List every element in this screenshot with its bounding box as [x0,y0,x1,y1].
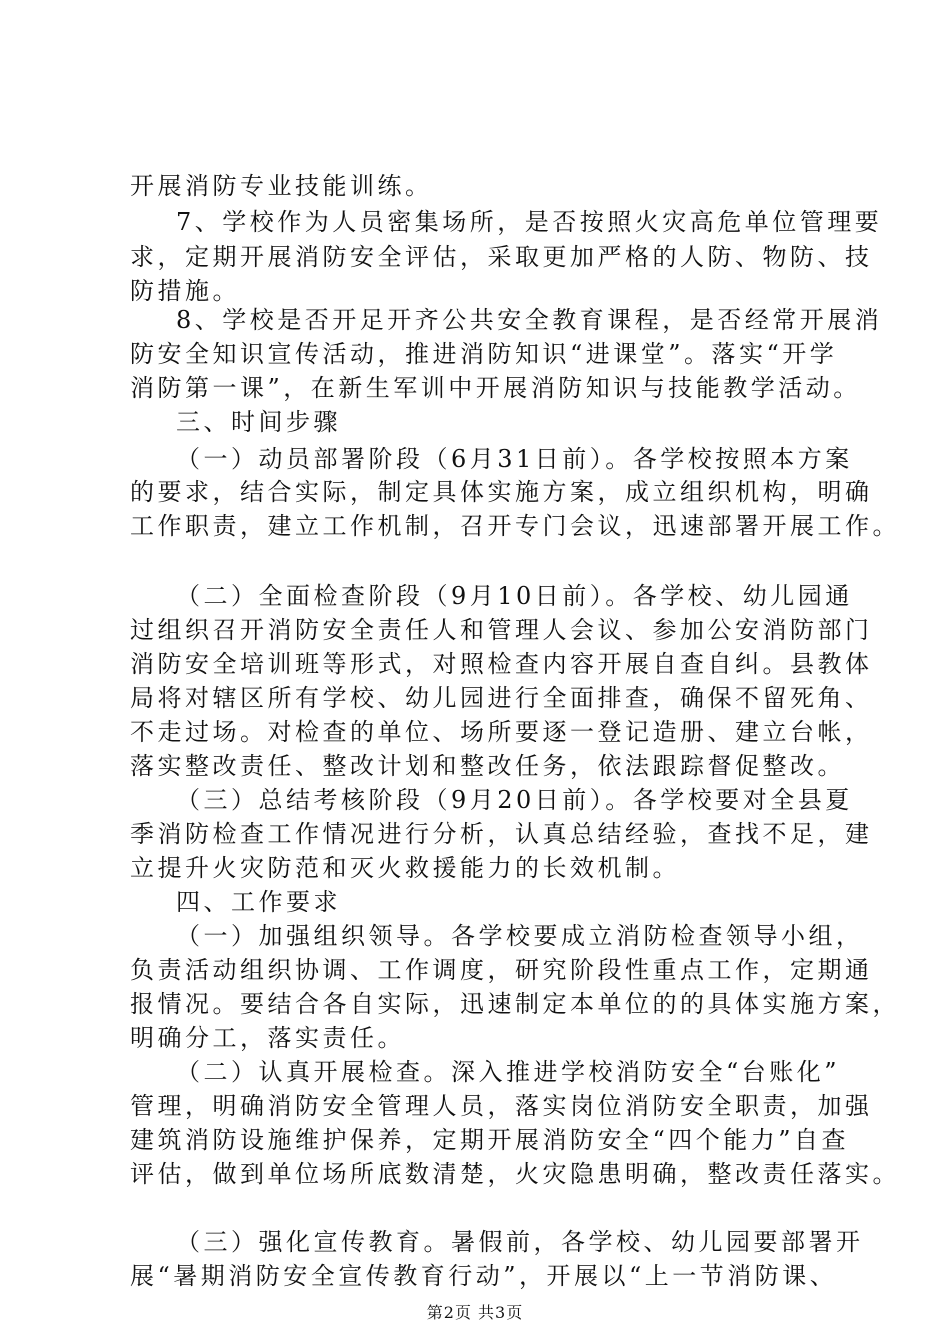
text-line: 工作职责，建立工作机制，召开专门会议，迅速部署开展工作。 [130,512,900,540]
text-line: 管理，明确消防安全管理人员，落实岗位消防安全职责，加强 [130,1092,873,1120]
text-line: 局将对辖区所有学校、幼儿园进行全面排查，确保不留死角、 [130,684,873,712]
text-line: （一）动员部署阶段（6月31日前）。各学校按照本方案 [176,445,853,473]
text-line: 展“暑期消防安全宣传教育行动”，开展以“上一节消防课、 [130,1262,838,1290]
text-line: （三）强化宣传教育。暑假前，各学校、幼儿园要部署开 [176,1228,864,1256]
page-footer: 第2页 共3页 [426,1303,524,1322]
section-heading: 三、时间步骤 [176,408,341,436]
text-line: 立提升火灾防范和灭火救援能力的长效机制。 [130,854,680,882]
text-line: 的要求，结合实际，制定具体实施方案，成立组织机构，明确 [130,478,873,506]
text-line: 评估，做到单位场所底数清楚，火灾隐患明确，整改责任落实。 [130,1160,900,1188]
text-line: 明确分工，落实责任。 [130,1024,405,1052]
text-line: 建筑消防设施维护保养，定期开展消防安全“四个能力”自查 [130,1126,850,1154]
text-line: 防措施。 [130,277,240,305]
text-line: （二）全面检查阶段（9月10日前）。各学校、幼儿园通 [176,582,853,610]
text-line: 过组织召开消防安全责任人和管理人会议、参加公安消防部门 [130,616,873,644]
text-line: 求，定期开展消防安全评估，采取更加严格的人防、物防、技 [130,243,873,271]
text-line: 开展消防专业技能训练。 [130,172,433,200]
text-line: 消防第一课”，在新生军训中开展消防知识与技能教学活动。 [130,374,861,402]
text-line: 防安全知识宣传活动，推进消防知识“进课堂”。落实“开学 [130,340,838,368]
text-line: 报情况。要结合各自实际，迅速制定本单位的的具体实施方案， [130,990,900,1018]
text-line: 不走过场。对检查的单位、场所要逐一登记造册、建立台帐， [130,718,873,746]
section-heading: 四、工作要求 [176,888,341,916]
text-line: 8、学校是否开足开齐公共安全教育课程，是否经常开展消 [176,306,883,334]
text-line: 负责活动组织协调、工作调度，研究阶段性重点工作，定期通 [130,956,873,984]
text-line: 季消防检查工作情况进行分析，认真总结经验，查找不足，建 [130,820,873,848]
text-line: （一）加强组织领导。各学校要成立消防检查领导小组， [176,922,864,950]
text-line: 落实整改责任、整改计划和整改任务，依法跟踪督促整改。 [130,752,845,780]
text-line: （三）总结考核阶段（9月20日前）。各学校要对全县夏 [176,786,853,814]
text-line: 消防安全培训班等形式，对照检查内容开展自查自纠。县教体 [130,650,873,678]
text-line: （二）认真开展检查。深入推进学校消防安全“台账化” [176,1058,841,1086]
text-line: 7、学校作为人员密集场所，是否按照火灾高危单位管理要 [176,208,883,236]
